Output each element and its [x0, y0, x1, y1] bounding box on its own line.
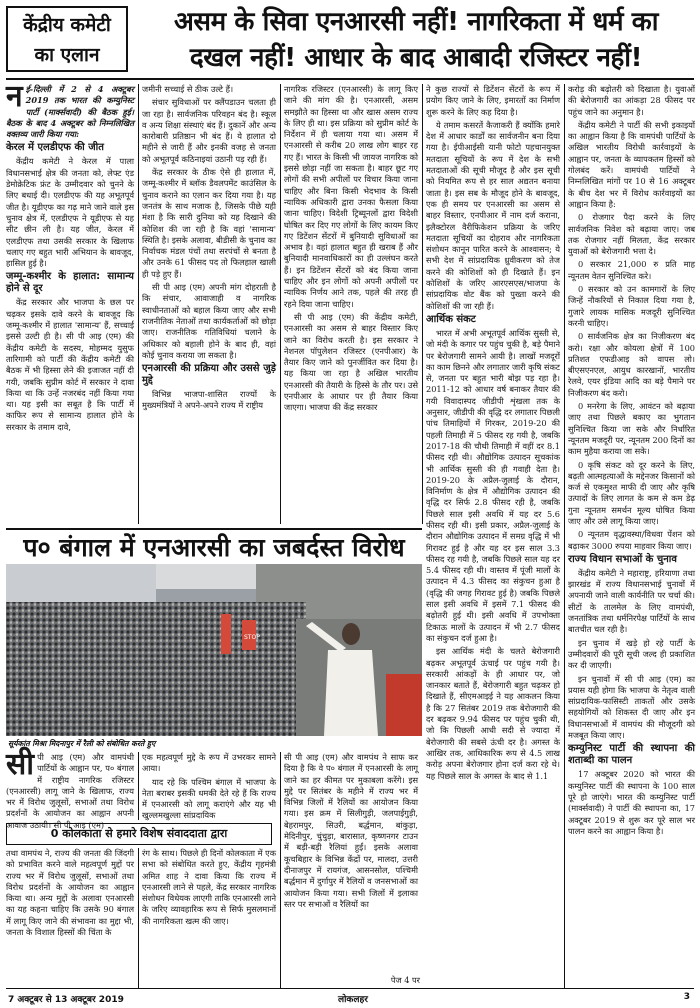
paragraph: याद रहे कि पश्चिम बंगाल में भाजपा के नेता बराबर इसकी धमकी देते रहे हैं कि राज्य में एनआरसी को लागू कराएंगे और यह भी खुल्लमखुल्ला सांप्रदायिक [142, 776, 276, 821]
article-column-3 [284, 84, 418, 524]
demand-item: 0 सार्वजनिक क्षेत्र का निजीकरण बंद करो। रक्षा और कोयला क्षेत्रों में 100 प्रतिशत एफडीआइ को वापस लो। बीएसएनएल, आयुध कारखानों, भारतीय रेलवे, एयर इंडिया आदि का बड़े पैमाने पर निजीकरण बंद करो। [568, 331, 695, 398]
paragraph: केंद्रीय कमेटी ने केरल में पाला विधानसभाई क्षेत्र की जनता को, लेफ्ट एंड डेमोक्रेटिक फ्रंट के उम्मीदवार को चुनने के लिए बधाई दी। एलडीएफ की यह अभूतपूर्व जीत है। यूडीएफ का गढ़ माने जाने वाले इस चुनाव क्षेत्र में, एलडीएफ ने यूडीएफ से यह सीट छीन ली है। यह जीत, केरल में एलडीएफ तथा उसकी सरकार के खिलाफ चलाए गए बहुत भारी अभियान के बावजूद, हासिल हुई है। [6, 156, 134, 269]
column-divider [422, 84, 423, 524]
dropcap: न [6, 79, 23, 114]
paragraph: सी पी आइ (एम) और वामपंथ ने साफ कर दिया है कि वे प० बंगाल में एनआरसी के लागू जाने का हर कीमत पर मुकाबला करेंगे। इस मुद्दे पर सितंबर के महीने में राज्य भर में विभिन्न जिलों में रैलियों का आयोजन किया गया। इस क्रम में सिलीगुड़ी, जलपाईगुड़ी, बेहरामपुर, सिउरी, बर्द्धमान, बांकुड़ा, मेदिनीपुर, चुंचुड़ा, बारासात, कृष्णनगर टाउन में बड़ी-बड़ी रैलियां हुईं। इसके अलावा कूचबिहार के विभिन्न केंद्रों पर, मालदा, उत्तरी दीनाजपुर में रायगंज, आसनसोल, पश्चिमी बर्द्धमान में दुर्गापुर में रैलियों व जनसभाओं का आयोजन किया गया। सभी जिलों में इलाका स्तर पर सभाओं व रैलियों का [284, 752, 418, 909]
demand-item: 0 कृषि संकट को दूर करने के लिए, बढ़ती आत्महत्याओं के मद्देनजर किसानों को कर्ज से एकमुश्त माफी दी जाए और कृषि उत्पादों के लिए लागत के कम से कम डेढ़ गुना न्यूनतम समर्थन मूल्य घोषित किया जाए और उसे लागू किया जाए। [568, 459, 695, 526]
rally-photo [6, 564, 422, 736]
paragraph: केंद्र सरकार और भाजपा के छल पर चढ़कर इसके दावे करने के बावजूद कि जम्मू-कश्मीर में हालात 'सामान्य' हैं, सच्चाई इससे उल्टी ही है। सी पी आइ (एम) की केंद्रीय कमेटी के सदस्य, मोहम्मद युसुफ तारिगामी को पार्टी की केंद्रीय कमेटी की बैठक में भी हिस्सा लेने की इजाजत नहीं दी गयी, जबकि सुप्रीम कोर्ट में सरकार ने दावा किया था कि उन्हें नजरबंद नहीं किया गया था। यह इसी का सबूत है कि पार्टी में काफिर रूप से सामान्य हालात होने के सरकार के तमाम दावे, [6, 297, 134, 432]
article-intro: ई-दिल्ली में 2 से 4 अक्टूबर 2019 तक भारत की कम्युनिस्ट पार्टी (मार्क्सवादी) की बैठक हुई। बैठक के बाद 4 अक्टूबर को निम्नलिखित वक्तव्य जारी किया गया: [6, 84, 134, 140]
paragraph: ये तमाम कसरतें कैजाकरी हैं क्योंकि हमारे देश में आधार कार्डों का सार्वजनीन बना दिया गया है। ईपीआईसी यानी फोटो पहचानयुक्त मतदाता सूचियों के रूप में देश के सभी मतदाताओं की सूची मौजूद है और इस सूची को नियमित रूप से हर साल अद्यतन बनाया जाता है। इस सब के मौजूद होने के बावजूद, एक ही समय पर एनआरसी का असम से बाहर विस्तार, एनपीआर में नाम दर्ज कराना, इलैक्टोरल वैरीफिकेशन प्रक्रिया के जरिए मतदाता सूचियों का दोहराव और नागरिकता संशोधन कानून पारित करने के आश्वासन; ये सभी देश में सांप्रदायिक ध्रुवीकरण को तेज करने की कोशिशों को ही दिखाते हैं। इन कोशिशों के जरिए आरएसएस/भाजपा के सांप्रदायिक वोट बैंक को पुख्ता करने की कोशिशों की जा रही हैं। [426, 119, 560, 311]
story2-column-1 [6, 747, 134, 830]
subheading-kerala: केरल में एलडीएफ की जीत [6, 142, 104, 154]
newspaper-name: लोकलहर [338, 995, 368, 1005]
column-divider [280, 752, 281, 988]
column-divider [138, 752, 139, 820]
headline-divider [6, 78, 694, 80]
paragraph: इन चुनावों में सी पी आइ (एम) का प्रयास यही होगा कि भाजपा के नेतृत्व वाली सांप्रदायिक-फासिस्टी ताकतों और उसके सहयोगियों को शिकस्त दी जाए और इन विधानसभाओं में वामपंथ की मौजूदगी को मजबूत किया जाए। [568, 673, 695, 741]
paragraph: इस आर्थिक मंदी के चलते बेरोजगारी बढ़कर अभूतपूर्व ऊंचाई पर पहुंच गयी है। सरकारी आंकड़ों के ही आधार पर, जो जानकार बताते हैं, बेरोजगारी बहुत चढ़कर हो दिखाते हैं, सीएमआइई ने यह आकलन किया है कि 27 सितंबर 2019 तक बेरोजगारी की दर बढ़कर 9.94 फीसद पर पहुंच चुकी थी, जो कि पिछली आधी सदी से ज्यादा में बेरोजगारी की सबसे ऊंची दर है। अगस्त के आखिर तक, आधिकारिक रूप से 4.5 लाख करोड़ अपना बेरोजगार होना दर्ज करा रहे थे। यह पिछले साल के अगस्त के बाद से 1.1 [426, 646, 560, 781]
footer-divider [6, 988, 694, 989]
story2-headline: प० बंगाल में एनआरसी का जबर्दस्त विरोध [23, 533, 405, 562]
issue-date: 7 अक्टूबर से 13 अक्टूबर 2019 [8, 995, 124, 1005]
article-column-1 [6, 79, 134, 524]
paragraph: जमीनी सच्चाई से ठीक उल्टे हैं। [142, 84, 234, 94]
page-number: 3 [683, 992, 690, 1002]
subheading-centenary: कम्युनिस्ट पार्टी की स्थापना की शताब्दी का पालन [568, 743, 695, 767]
article-column-5 [568, 84, 695, 988]
article-column-4 [426, 84, 560, 988]
subheading-nrc: एनआरसी की प्रक्रिया और उससे जुड़े मुद्दे [142, 363, 276, 387]
column-divider [564, 84, 565, 988]
dropcap: सी [6, 747, 35, 782]
paragraph: ने कुछ राज्यों से डिटेंशन सेंटरों के रूप में प्रयोग किए जाने के लिए, इमारतों का निर्माण शुरू करने के लिए कह दिया है। [426, 84, 560, 117]
main-headline [136, 4, 696, 76]
story-divider [6, 528, 422, 530]
paragraph: 17 अक्टूबर 2020 को भारत की कम्युनिस्ट पार्टी की स्थापना के 100 साल पूरे हो जाएंगे। भारत की कम्युनिस्ट पार्टी (मार्क्सवादी) ने पार्टी की स्थापना का, 17 अक्टूबर 2019 से शुरू कर पूरे साल भर पालन करने का आह्वान किया है। [568, 769, 695, 836]
main-headline-line1: असम के सिवा एनआरसी नहीं! नागरिकता में धर्म का [173, 7, 659, 37]
story2-column-1b [6, 848, 134, 988]
paragraph: संचार सुविधाओं पर क्लैंपडाउन चलता ही जा रहा है। सार्वजनिक परिवहन बंद है। स्कूल व अन्य शिक्षा संस्थाएं बंद हैं। दुकानें और अन्य कारोबारी प्रतिष्ठान भी बंद हैं। ये हालात दो महीने से जारी हैं और इनकी वजह से जनता को अभूतपूर्व कठिनाइयां उठानी पड़ रही हैं। [142, 97, 276, 164]
paragraph: एक महत्वपूर्ण मुद्दे के रूप में उभरकर सामने आया। [142, 752, 276, 774]
paragraph: केंद्रीय कमेटी ने पार्टी की सभी इकाइयों का आह्वान किया है कि वामपंथी पार्टियों के अखिल भारतीय विरोधी कार्रवाइयों के आह्वान पर, जनता के व्यापकतम हिस्सों को गोलबंद करें। वामपंथी पार्टियों ने निम्नलिखित मांगों पर 10 से 16 अक्टूबर के बीच देश भर में विरोध कार्रवाइयों का आह्वान किया है: [568, 119, 695, 209]
paragraph: इन चुनाव में खड़े हो रहे पार्टी के उम्मीदवारों की पूरी सूची जल्द ही प्रकाशित कर दी जाएगी। [568, 637, 695, 671]
jump-line [380, 975, 420, 988]
photo-caption: सूर्यकांत मिश्रा मिदनापुर में रैली को संबोधित करते हुए [8, 739, 156, 748]
story2-column-2b [142, 848, 276, 988]
article-column-2 [142, 84, 276, 524]
paragraph: रंग के साथ। पिछले ही दिनों कोलकाता में एक सभा को संबोधित करते हुए, केंद्रीय गृहमंत्री अमित शाह ने दावा किया कि राज्य में एनआरसी लाने से पहले, केंद्र सरकार नागरिक संशोधन विधेयक लाएगी ताकि एनआरसी लाने के जरिए व्यावहारिक रूप से सिर्फ मुसलमानों की नागरिकता खत्म की जाए। [142, 848, 276, 926]
demand-item: 0 सरकार को उन कामगारों के लिए जिन्हें नौकरियों से निकाल दिया गया है, गुजारे लायक मासिक मजदूरी सुनिश्चित करनी चाहिए। [568, 284, 695, 328]
paragraph: पी आइ (एम) और वामपंथी पार्टियों के आह्वान पर, प० बंगाल में राष्ट्रीय नागरिक रजिस्टर (एनआरसी) लागू जाने के खिलाफ, राज्य भर में विरोध जुलूसों, सभाओं तथा विरोध प्रदर्शनों के आयोजन का आह्वान अपनी आवाज उठायी। सी पी आइ (एम) [6, 752, 134, 830]
paragraph: तथा वामपंथ ने, राज्य की जनता की जिंदगी को प्रभावित करने वाले महत्वपूर्ण मुद्दों पर राज्य भर में विरोध जुलूसों, सभाओं तथा विरोध प्रदर्शनों के आयोजन का आह्वान किया था। अन्य मुद्दों के अलावा एनआरसी का यह कहना चाहिए कि उसके 90 बंगाल में लागू किए जाने की संभावना का मुद्दा भी, जनता के विशाल हिस्सों की चिंता के [6, 848, 134, 938]
paragraph: केंद्रीय कमेटी ने महाराष्ट्र, हरियाणा तथा झारखंड में राज्य विधानसभाई चुनावों में अपनायी जाने वाली कार्यनीति पर चर्चा की। सीटों के तालमेल के लिए वामपंथी, जनतांत्रिक तथा धर्मनिरपेक्ष पार्टियों के साथ बातचीत चल रही है। [568, 567, 695, 635]
rally-crowd-image [6, 564, 422, 736]
paragraph: नागरिक रजिस्टर (एनआरसी) के लागू किए जाने की मांग की है। एनआरसी, असम समझौते का हिस्सा था और खास असम राज्य के लिए ही था। इस प्रक्रिया को सुप्रीम कोर्ट के निर्देशन में ही चलाया गया था। असम में एनआरसी से करीब 20 लाख लोग बाहर रह गए हैं। भारत के किसी भी जायज नागरिक को इससे छोड़ा नहीं जा सकता है। बाहर छूट गए लोगों की सभी अपीलों पर विचार किया जाना चाहिए और बिना किसी भेदभाव के किसी न्यायिक अधिकारी द्वारा उनका फैसला किया जाना चाहिए। विदेशी ट्रिब्यूनलों द्वारा विदेशी घोषित कर दिए गए लोगों के लिए कायम किए गए डिटेंशन सेंटरों में बुनियादी सुविधाओं का अभाव है। वहां हालात बहुत ही खराब हैं और बुनियादी मानवाधिकारों का ही उल्लंघन करते हैं। इन डिटेंशन सेंटरों को बंद किया जाना चाहिए और इन लोगों को अपनी अपीलों पर न्यायिक निर्णय आने तक, पहले की तरह ही रहने दिया जाना चाहिए। [284, 84, 418, 309]
subheading-state-elections: राज्य विधान सभाओं के चुनाव [568, 553, 677, 565]
subheading-kashmir: जम्मू-कश्मीर के हालात: सामान्य होने से दूर [6, 271, 134, 295]
demand-item: 0 मनरेगा के लिए, आवंटन को बढ़ाया जाए तथा पिछले बकाए का भुगतान सुनिश्चित किया जा सके और निर्धारित न्यूनतम मजदूरी पर, न्यूनतम 200 दिनों का काम मुहैया कराया जा सके। [568, 401, 695, 457]
paragraph: केंद्र सरकार के ठीक ऐसे ही हालात में, जम्मू-कश्मीर में ब्लॉक डैवलपमेंट काउंसिल के चुनाव कराने का एलान कर दिया गया है। यह जनतंत्र के साथ मजाक है, जिसके पीछे यही मंशा है कि सारी दुनिया को यह दिखाने की कोशिश की जा रही है कि वहां 'सामान्य' स्थिति है। इसके अलावा, बीडीसी के चुनाव का निर्वाचक मंडल पंचों तथा सरपंचों से बनता है और उनके 61 फीसद पद तो फिलहाल खाली ही पड़े हुए हैं। [142, 167, 276, 279]
story2-column-3 [284, 752, 418, 974]
paragraph: सी पी आइ (एम) की केंद्रीय कमेटी, एनआरसी का असम से बाहर विस्तार किए जाने का विरोध करती है। इस सरकार ने नेशनल पॉपुलेशन रजिस्टर (एनपीआर) के तैयार किए जाने को पुनर्जीवित कर दिया है। यह किया जा रहा है अखिल भारतीय एनआरसी की तैयारी के हिस्से के तौर पर। उसे एनपीआर के आधार पर ही तैयार किया जाएगा। भाजपा की केंद्र सरकार [284, 311, 418, 413]
page-footer [0, 990, 700, 1008]
demand-item: 0 रोजगार पैदा करने के लिए सार्वजनिक निवेश को बढ़ाया जाए। जब तक रोजगार नहीं मिलता, केंद्र सरकार युवाओं को बेरोजगारी भत्ता दे। [568, 212, 695, 257]
main-headline-line2: दखल नहीं! आधार के बाद आबादी रजिस्टर नहीं! [189, 43, 643, 73]
continued-on-page: पेज 4 पर [390, 975, 420, 985]
column-divider [280, 84, 281, 524]
banner-text: STOP [244, 634, 260, 641]
paragraph: भारत में अभी अभूतपूर्व आर्थिक सुस्ती से, जो मंदी के कगार पर पहुंच चुकी है, बड़े पैमाने पर बेरोजगारी सामने आयी है। लाखों मजदूरों का काम छिनने और लगातार जारी कृषि संकट से, जनता पर बहुत भारी बोझ पड़ रहा है। 2011-12 को आधार वर्ष बनाकर तैयार की गयी विवादास्पद जीडीपी शृंखला तक के अनुसार, जीडीपी की वृद्धि दर लगातार पिछली पांच तिमाहियों में गिरकर, 2019-20 की पहली तिमाही में 5 फीसद रह गयी है, जबकि 2017-18 की चौथी तिमाही में वहीं दर 8.1 फीसद रही थी। औद्योगिक उत्पादन सूचकांक भी आर्थिक सुस्ती की ही गवाही देता है। 2019-20 के अप्रैल-जुलाई के दौरान, विनिर्माण के क्षेत्र में औद्योगिक उत्पादन की वृद्धि दर सिर्फ 2.8 फीसद रही है, जबकि पिछले साल इसी अवधि में यह दर 5.6 फीसद रही थी। इसी प्रकार, अप्रैल-जुलाई के दौरान औद्योगिक उत्पादन में समग्र वृद्धि में भी गिरावट हुई है और यह दर इस साल 3.3 फीसद रह गयी है, जबकि पिछले साल यह दर 5.4 फीसद रही थी। वास्तव में पूंजी मालों के उत्पादन में 4.3 फीसद का संकुचन हुआ है (वृद्धि की जगह गिरावट हुई है) जबकि पिछले साल इसी अवधि में इसमें 7.1 फीसद की बढ़ोतरी हुई थी। इसी अवधि में उपभोक्ता टिकाऊ मालों के उत्पादन में भी 2.7 फीसद का संकुचन दर्ज हुआ है। [426, 327, 560, 643]
column-divider [138, 84, 139, 524]
subheading-economic-crisis: आर्थिक संकट [426, 313, 476, 325]
demand-item: 0 न्यूनतम वृद्धावस्था/विधवा पेंशन को बढ़ाकर 3000 रुपया माहवार किया जाए। [568, 529, 695, 551]
correspondent-box: 0 कोलकाता से हमारे विशेष संवाददाता द्वारा [6, 823, 272, 845]
column-divider [138, 848, 139, 988]
section-label-box [6, 6, 128, 72]
section-label-line2: का एलान [34, 44, 100, 66]
section-label-line1: केंद्रीय कमेटी [23, 14, 111, 36]
paragraph: करोड़ की बढ़ोतरी को दिखाता है। युवाओं की बेरोजगारी का आंकड़ा 28 फीसद पर पहुंच जाने का अनुमान है। [568, 84, 695, 117]
paragraph: विभिन्न भाजपा-शासित राज्यों के मुख्यमंत्रियों ने अपने-अपने राज्य में राष्ट्रीय [142, 389, 276, 411]
paragraph: सी पी आइ (एम) अपनी मांग दोहराती है कि संचार, आवाजाही व नागरिक स्वाधीनताओं को बहाल किया जाए और सभी राजनीतिक नेताओं तथा कार्यकर्ताओं को छोड़ा जाए। राजनीतिक गतिविधियां चलाने के अधिकार को बहाली होने के बाद ही, वहां कोई चुनाव कराया जा सकता है। [142, 282, 276, 360]
story2-column-2 [142, 752, 276, 820]
demand-item: 0 सरकार 21,000 रु प्रति माह न्यूनतम वेतन सुनिश्चित करे। [568, 259, 695, 281]
